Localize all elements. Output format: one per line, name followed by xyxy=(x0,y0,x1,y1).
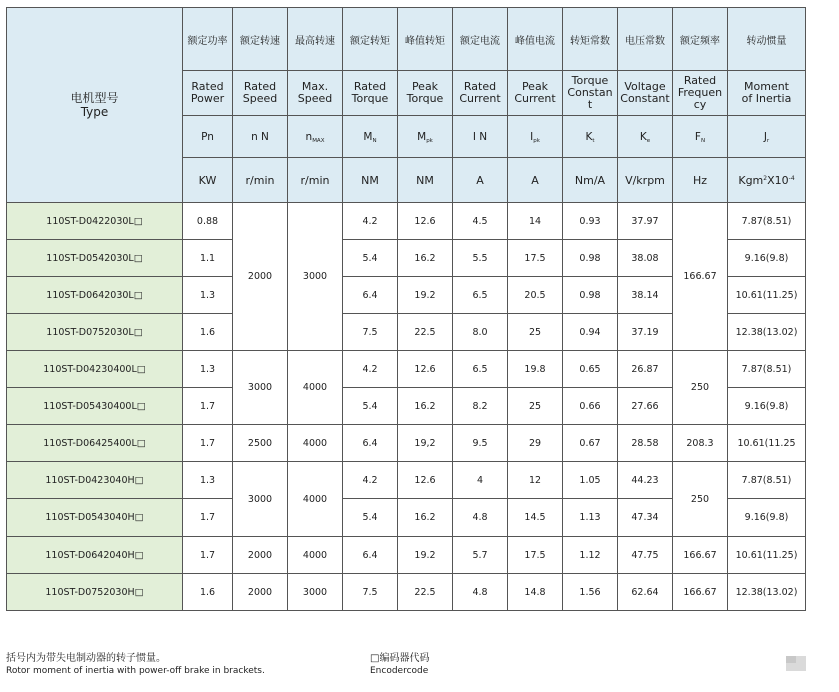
torque-constant-cell: 0.94 xyxy=(563,314,618,351)
header-unit-cell xyxy=(288,158,343,203)
peak-current-cell: 14.8 xyxy=(508,574,563,611)
header-cn-cell xyxy=(563,8,618,71)
header-cn-label: 额定转矩 xyxy=(350,35,390,47)
header-cn-label: 额定频率 xyxy=(680,35,720,47)
inertia-cell: 9.16(9.8) xyxy=(728,388,806,425)
header-symbol-subscript: N xyxy=(372,137,377,144)
rated-power-cell: 0.88 xyxy=(183,203,233,240)
rated-power-cell: 1.7 xyxy=(183,499,233,537)
peak-torque-cell: 16.2 xyxy=(398,388,453,425)
header-unit-cell xyxy=(508,158,563,203)
header-en-cell xyxy=(398,71,453,116)
rated-power-cell: 1.7 xyxy=(183,388,233,425)
inertia-cell: 9.16(9.8) xyxy=(728,240,806,277)
voltage-constant-cell: 47.34 xyxy=(618,499,673,537)
header-symbol-cell xyxy=(728,116,806,158)
inertia-note-en: Rotor moment of inertia with power-off brake in brackets. xyxy=(6,666,265,676)
header-cn-label: 峰值电流 xyxy=(515,35,555,47)
header-cn-label: 额定转速 xyxy=(240,35,280,47)
rated-speed-cell: 3000 xyxy=(233,462,288,537)
peak-current-cell: 25 xyxy=(508,314,563,351)
header-cn-cell xyxy=(288,8,343,71)
rated-current-cell: 8.2 xyxy=(453,388,508,425)
header-en-cell xyxy=(343,71,398,116)
max-speed-cell: 4000 xyxy=(288,537,343,574)
peak-current-cell: 20.5 xyxy=(508,277,563,314)
peak-current-cell: 14.5 xyxy=(508,499,563,537)
model-cell: 110ST-D04230400L□ xyxy=(7,351,183,388)
header-unit-cell xyxy=(398,158,453,203)
header-unit-superscript: 2 xyxy=(763,174,768,182)
voltage-constant-cell: 37.97 xyxy=(618,203,673,240)
rated-current-cell: 6.5 xyxy=(453,277,508,314)
header-symbol-cell xyxy=(288,116,343,158)
header-cn-cell xyxy=(618,8,673,71)
header-symbol: F xyxy=(694,130,701,143)
header-unit-cell xyxy=(183,158,233,203)
torque-constant-cell: 0.65 xyxy=(563,351,618,388)
inertia-note xyxy=(6,652,265,678)
table-body xyxy=(7,203,806,611)
inertia-cell: 9.16(9.8) xyxy=(728,499,806,537)
rated-torque-cell: 4.2 xyxy=(343,462,398,499)
rated-current-cell: 5.7 xyxy=(453,537,508,574)
header-symbol-cell xyxy=(673,116,728,158)
torque-constant-cell: 0.66 xyxy=(563,388,618,425)
header-cn-label: 转动惯量 xyxy=(746,35,787,47)
header-cn-cell xyxy=(398,8,453,71)
rated-current-cell: 8.0 xyxy=(453,314,508,351)
encoder-note xyxy=(370,652,429,678)
inertia-cell: 10.61(11.25 xyxy=(728,425,806,462)
model-cell: 110ST-D05430400L□ xyxy=(7,388,183,425)
header-en-line: Constant xyxy=(620,92,670,105)
voltage-constant-cell: 27.66 xyxy=(618,388,673,425)
encoder-note-en: Encodercode xyxy=(370,666,429,676)
header-en-line: Speed xyxy=(242,92,278,105)
rated-frequency-cell: 250 xyxy=(673,462,728,537)
max-speed-cell: 4000 xyxy=(288,425,343,462)
header-symbol-cell xyxy=(343,116,398,158)
rated-power-cell: 1.7 xyxy=(183,425,233,462)
type-header-en: Type xyxy=(80,105,109,119)
header-symbol-cell xyxy=(618,116,673,158)
header-en-line: cy xyxy=(693,98,707,111)
header-unit-cell xyxy=(728,158,806,203)
torque-constant-cell: 0.93 xyxy=(563,203,618,240)
rated-torque-cell: 4.2 xyxy=(343,203,398,240)
inertia-cell: 7.87(8.51) xyxy=(728,203,806,240)
model-cell: 110ST-D0642040H□ xyxy=(7,537,183,574)
header-symbol-subscript: r xyxy=(766,137,770,144)
header-symbol-cell xyxy=(398,116,453,158)
type-header-cell xyxy=(7,8,183,203)
peak-current-cell: 29 xyxy=(508,425,563,462)
header-unit: Kgm xyxy=(738,173,764,187)
header-symbol-cell xyxy=(453,116,508,158)
rated-current-cell: 4 xyxy=(453,462,508,499)
header-cn-cell xyxy=(673,8,728,71)
table-header xyxy=(7,8,806,203)
peak-current-cell: 12 xyxy=(508,462,563,499)
header-en-cell xyxy=(563,71,618,116)
header-en-line: Frequen xyxy=(677,86,723,99)
rated-frequency-cell: 166.67 xyxy=(673,203,728,351)
header-cn-label: 峰值转矩 xyxy=(405,35,445,47)
model-cell: 110ST-D0423040H□ xyxy=(7,462,183,499)
header-en-line: of Inertia xyxy=(741,92,792,105)
header-cn-cell xyxy=(453,8,508,71)
voltage-constant-cell: 37.19 xyxy=(618,314,673,351)
peak-torque-cell: 22.5 xyxy=(398,574,453,611)
header-unit-superscript: -4 xyxy=(788,174,795,182)
rated-torque-cell: 5.4 xyxy=(343,388,398,425)
rated-frequency-cell: 166.67 xyxy=(673,574,728,611)
voltage-constant-cell: 47.75 xyxy=(618,537,673,574)
rated-torque-cell: 7.5 xyxy=(343,314,398,351)
rated-frequency-cell: 166.67 xyxy=(673,537,728,574)
peak-torque-cell: 22.5 xyxy=(398,314,453,351)
header-cn-label: 电压常数 xyxy=(625,35,665,47)
header-cn-cell xyxy=(343,8,398,71)
header-en-line: Peak xyxy=(521,80,549,93)
rated-speed-cell: 2500 xyxy=(233,425,288,462)
model-cell: 110ST-D0642030L□ xyxy=(7,277,183,314)
rated-speed-cell: 2000 xyxy=(233,537,288,574)
max-speed-cell: 3000 xyxy=(288,574,343,611)
rated-torque-cell: 7.5 xyxy=(343,574,398,611)
voltage-constant-cell: 28.58 xyxy=(618,425,673,462)
header-en-line: Torque xyxy=(351,92,389,105)
header-symbol-subscript: pk xyxy=(426,137,433,144)
header-unit: r/min xyxy=(300,173,330,187)
header-symbol: M xyxy=(363,130,373,143)
model-cell: 110ST-D0543040H□ xyxy=(7,499,183,537)
header-en-line: Voltage xyxy=(624,80,666,93)
peak-torque-cell: 12.6 xyxy=(398,462,453,499)
header-unit-cell xyxy=(618,158,673,203)
header-cn-label: 额定功率 xyxy=(187,35,228,47)
header-cn-label: 转矩常数 xyxy=(570,35,610,47)
rated-power-cell: 1.6 xyxy=(183,314,233,351)
header-unit: NM xyxy=(416,173,434,187)
model-cell: 110ST-D0542030L□ xyxy=(7,240,183,277)
rated-speed-cell: 3000 xyxy=(233,351,288,425)
header-en-cell xyxy=(618,71,673,116)
peak-current-cell: 17.5 xyxy=(508,240,563,277)
model-cell: 110ST-D0752030H□ xyxy=(7,574,183,611)
header-en-line: Rated xyxy=(463,80,497,93)
rated-speed-cell: 2000 xyxy=(233,574,288,611)
rated-torque-cell: 4.2 xyxy=(343,351,398,388)
table-row xyxy=(7,574,806,611)
peak-current-cell: 14 xyxy=(508,203,563,240)
header-symbol-subscript: pk xyxy=(533,137,540,144)
peak-current-cell: 25 xyxy=(508,388,563,425)
header-en-line: Current xyxy=(514,92,556,105)
header-symbol-subscript: MAX xyxy=(312,137,325,144)
header-symbol: M xyxy=(417,130,427,143)
header-unit-cell xyxy=(453,158,508,203)
header-cn-cell xyxy=(233,8,288,71)
max-speed-cell: 3000 xyxy=(288,203,343,351)
header-en-cell xyxy=(288,71,343,116)
header-unit: X10 xyxy=(767,173,789,187)
inertia-cell: 10.61(11.25) xyxy=(728,277,806,314)
header-en-cell xyxy=(508,71,563,116)
header-en-line: Max. xyxy=(301,80,329,93)
header-symbol-subscript: N xyxy=(700,137,706,144)
rated-current-cell: 4.8 xyxy=(453,499,508,537)
peak-current-cell: 19.8 xyxy=(508,351,563,388)
peak-torque-cell: 12.6 xyxy=(398,351,453,388)
header-symbol: J xyxy=(763,130,767,143)
peak-torque-cell: 19.2 xyxy=(398,537,453,574)
rated-power-cell: 1.3 xyxy=(183,351,233,388)
header-en-line: Power xyxy=(190,92,225,105)
table-row xyxy=(7,462,806,499)
header-unit: A xyxy=(531,173,539,187)
header-unit-cell xyxy=(563,158,618,203)
max-speed-cell: 4000 xyxy=(288,462,343,537)
header-unit: r/min xyxy=(245,173,275,187)
header-en-cell xyxy=(233,71,288,116)
table-row xyxy=(7,425,806,462)
voltage-constant-cell: 26.87 xyxy=(618,351,673,388)
header-symbol: K xyxy=(639,130,647,143)
header-unit: KW xyxy=(198,173,217,187)
header-en-line: t xyxy=(587,98,593,111)
header-en-line: Torque xyxy=(571,74,609,87)
voltage-constant-cell: 62.64 xyxy=(618,574,673,611)
rated-current-cell: 5.5 xyxy=(453,240,508,277)
header-en-line: Moment xyxy=(744,80,789,93)
rated-torque-cell: 5.4 xyxy=(343,240,398,277)
peak-torque-cell: 19,2 xyxy=(398,425,453,462)
header-en-line: Torque xyxy=(406,92,444,105)
header-en-line: Constan xyxy=(567,86,613,99)
voltage-constant-cell: 38.08 xyxy=(618,240,673,277)
peak-torque-cell: 16.2 xyxy=(398,240,453,277)
header-cn-cell xyxy=(508,8,563,71)
header-unit: A xyxy=(476,173,484,187)
rated-power-cell: 1.6 xyxy=(183,574,233,611)
header-symbol-cell xyxy=(233,116,288,158)
header-symbol: I N xyxy=(472,130,488,143)
torque-constant-cell: 1.12 xyxy=(563,537,618,574)
rated-power-cell: 1.3 xyxy=(183,462,233,499)
rated-power-cell: 1.7 xyxy=(183,537,233,574)
header-symbol-subscript: e xyxy=(646,137,651,144)
header-symbol: I xyxy=(530,130,534,143)
header-en-cell xyxy=(453,71,508,116)
header-symbol: n N xyxy=(251,130,269,143)
header-en-line: Peak xyxy=(411,80,439,93)
header-symbol-subscript: t xyxy=(592,137,595,144)
rated-torque-cell: 6.4 xyxy=(343,537,398,574)
header-en-line: Speed xyxy=(297,92,333,105)
type-header-cn: 电机型号 xyxy=(70,91,119,105)
peak-torque-cell: 12.6 xyxy=(398,203,453,240)
inertia-cell: 7.87(8.51) xyxy=(728,462,806,499)
rated-torque-cell: 5.4 xyxy=(343,499,398,537)
voltage-constant-cell: 44.23 xyxy=(618,462,673,499)
inertia-cell: 12.38(13.02) xyxy=(728,574,806,611)
rated-torque-cell: 6.4 xyxy=(343,425,398,462)
peak-torque-cell: 16.2 xyxy=(398,499,453,537)
torque-constant-cell: 0.67 xyxy=(563,425,618,462)
header-symbol: Pn xyxy=(201,130,214,143)
table-row xyxy=(7,537,806,574)
header-en-line: Rated xyxy=(191,80,224,93)
table-row xyxy=(7,351,806,388)
header-symbol-cell xyxy=(183,116,233,158)
header-symbol: K xyxy=(585,130,593,143)
watermark-swatch xyxy=(786,656,806,671)
rated-power-cell: 1.3 xyxy=(183,277,233,314)
peak-torque-cell: 19.2 xyxy=(398,277,453,314)
rated-current-cell: 4.8 xyxy=(453,574,508,611)
torque-constant-cell: 1.13 xyxy=(563,499,618,537)
rated-power-cell: 1.1 xyxy=(183,240,233,277)
model-cell: 110ST-D0422030L□ xyxy=(7,203,183,240)
header-symbol: n xyxy=(305,130,313,143)
header-en-line: Rated xyxy=(683,74,717,87)
header-en-cell xyxy=(183,71,233,116)
inertia-note-cn: 括号内为带失电制动器的转子惯量。 xyxy=(6,653,166,664)
header-en-line: Current xyxy=(459,92,501,105)
max-speed-cell: 4000 xyxy=(288,351,343,425)
rated-frequency-cell: 208.3 xyxy=(673,425,728,462)
header-en-line: Rated xyxy=(243,80,277,93)
motor-spec-table xyxy=(6,7,806,611)
header-cn-cell xyxy=(183,8,233,71)
rated-speed-cell: 2000 xyxy=(233,203,288,351)
encoder-note-cn: □编码器代码 xyxy=(370,653,430,664)
header-unit: Nm/A xyxy=(574,173,606,187)
header-unit: V/krpm xyxy=(625,173,665,187)
table-row xyxy=(7,203,806,240)
header-symbol-cell xyxy=(508,116,563,158)
torque-constant-cell: 0.98 xyxy=(563,240,618,277)
rated-current-cell: 6.5 xyxy=(453,351,508,388)
header-cn-label: 最高转速 xyxy=(295,35,335,47)
inertia-cell: 7.87(8.51) xyxy=(728,351,806,388)
header-en-cell xyxy=(728,71,806,116)
inertia-cell: 10.61(11.25) xyxy=(728,537,806,574)
rated-frequency-cell: 250 xyxy=(673,351,728,425)
rated-current-cell: 9.5 xyxy=(453,425,508,462)
model-cell: 110ST-D06425400L□ xyxy=(7,425,183,462)
header-unit: NM xyxy=(361,173,379,187)
header-symbol-cell xyxy=(563,116,618,158)
header-unit-cell xyxy=(673,158,728,203)
header-cn-label: 额定电流 xyxy=(460,35,500,47)
torque-constant-cell: 0.98 xyxy=(563,277,618,314)
torque-constant-cell: 1.05 xyxy=(563,462,618,499)
rated-current-cell: 4.5 xyxy=(453,203,508,240)
header-unit-cell xyxy=(233,158,288,203)
inertia-cell: 12.38(13.02) xyxy=(728,314,806,351)
header-cn-cell xyxy=(728,8,806,71)
peak-current-cell: 17.5 xyxy=(508,537,563,574)
header-unit-cell xyxy=(343,158,398,203)
header-en-cell xyxy=(673,71,728,116)
torque-constant-cell: 1.56 xyxy=(563,574,618,611)
header-unit: Hz xyxy=(692,173,708,187)
voltage-constant-cell: 38.14 xyxy=(618,277,673,314)
model-cell: 110ST-D0752030L□ xyxy=(7,314,183,351)
rated-torque-cell: 6.4 xyxy=(343,277,398,314)
header-en-line: Rated xyxy=(353,80,387,93)
